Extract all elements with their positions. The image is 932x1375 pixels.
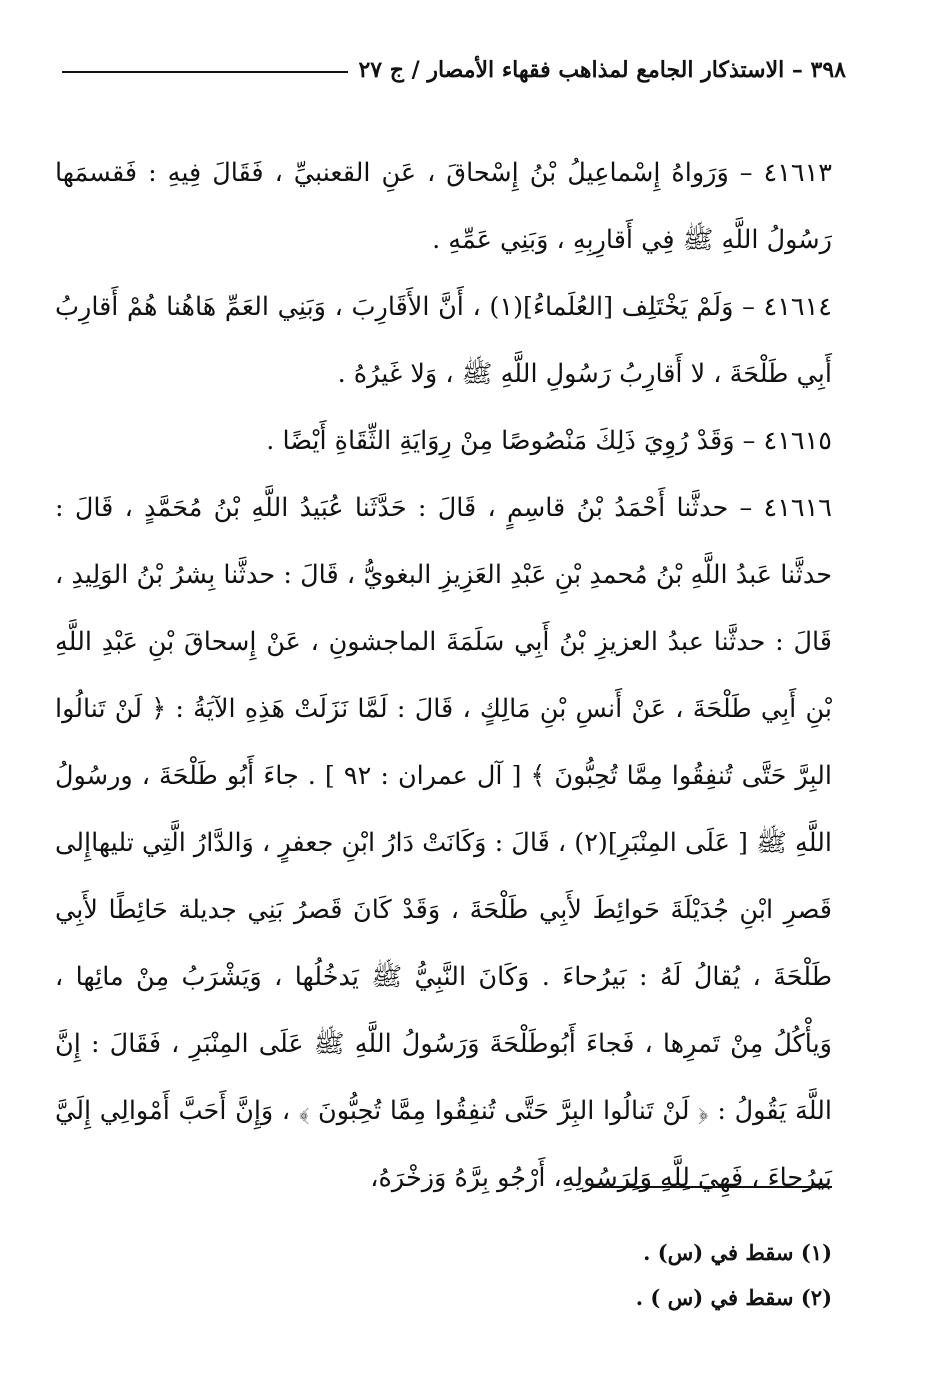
header-title: ٣٩٨ – الاستذكار الجامع لمذاهب فقهاء الأمصار / ج ٢٧ xyxy=(358,57,846,83)
paragraph-41613: ٤١٦١٣ – وَرَواهُ إِسْماعِيلُ بْنُ إِسْحاقَ ، عَنِ القعنبيِّ ، فَقَالَ فِيهِ : فَقسمَها رَسُولُ اللَّهِ ﷺ فِي أَقارِبِهِ ، وَبَنِي عَمِّهِ . xyxy=(55,158,832,255)
footnote-2: (٢) سقط في (س ) . xyxy=(635,1285,832,1310)
paragraph-41614: ٤١٦١٤ – وَلَمْ يَخْتَلِف [العُلَماءُ](١) ، أَنَّ الأَقَارِبَ ، وَبَنِي العَمِّ هَاهُنا هُمْ أَقارِبُ أَبِي طَلْحَةَ ، لا أَقارِبُ رَسُولِ اللَّهِ ﷺ ، وَلا غَيرُهُ . xyxy=(55,292,832,389)
footnotes xyxy=(55,1230,832,1320)
running-header xyxy=(62,50,846,90)
main-text xyxy=(55,140,832,1212)
header-rule xyxy=(62,71,348,73)
footnote-1: (١) سقط في (س) . xyxy=(643,1240,832,1265)
paragraph-41616: ٤١٦١٦ – حدثَّنا أَحْمَدُ بْنُ قاسِمٍ ، قَالَ : حَدَّثَنا عُبَيدُ اللَّهِ بْنُ مُحَمَّدٍ ، قَالَ : حدثَّنا عَبدُ اللَّهِ بْنُ مُحمدِ بْنِ عَبْدِ العَزِيزِ البغويُّ ، قَالَ : حدثَّنا بِشرُ بْنُ الوَلِيدِ ، قَالَ : حدثَّنا عبدُ العزيزِ بْنُ أَبِي سَلَمَةَ الماجشونِ ، عَنْ إِسحاقَ بْنِ عَبْدِ اللَّهِ بْنِ أَبِي طَلْحَةَ ، عَنْ أَنسِ بْنِ مَالِكٍ ، قَالَ : لَمَّا نَزَلَتْ هَذِهِ الآيَةُ : ﴿ لَنْ تَنالُوا البِرَّ حَتَّى تُنفِقُوا مِمَّا تُحِبُّونَ ﴾ [ آل عمران : ٩٢ ] . جاءَ أَبُو طَلْحَةَ ، ورسُولُ اللَّهِ ﷺ [ عَلَى المِنْبَرِ](٢) ، قَالَ : وَكَانَتْ دَارُ ابْنِ جعفرٍ ، وَالدَّارُ الَّتِي تليهاإِلى قَصرِ ابْنِ جُدَيْلَةَ حَوائِطَ لأَبِي طَلْحَةَ ، وَقَدْ كَانَ قَصرُ بَنِي جديلة حَائِطًا لأَبِي طَلْحَةَ ، يُقالُ لَهُ : بَيرُحاءَ . وَكَانَ النَّبِيُّ ﷺ يَدخُلُها ، وَيَشْرَبُ مِنْ مائِها ، وَيأْكُلُ مِنْ تَمرِها ، فَجاءَ أَبُوطَلْحَةَ وَرَسُولُ اللَّهِ ﷺ عَلَى المِنْبَرِ ، فَقَالَ : إِنَّ اللَّهَ يَقُولُ : ﴿ لَنْ تَنالُوا البِرَّ حَتَّى تُنفِقُوا مِمَّا تُحِبُّونَ ﴾ ، وَإِنَّ أَحَبَّ أَمْوالِي إِلَيَّ بَيرُحاءَ ، فَهِيَ لِلَّهِ وَلِرَسُولِهِ، أَرْجُو بِرَّهُ وَزخْرَهُ، xyxy=(55,493,832,1193)
paragraph-41615: ٤١٦١٥ – وَقَدْ رُوِيَ ذَلِكَ مَنْصُوصًا مِنْ رِوَايَةِ الثِّقَاةِ أَيْضًا . xyxy=(266,426,832,456)
footnote-rule xyxy=(592,1186,832,1188)
